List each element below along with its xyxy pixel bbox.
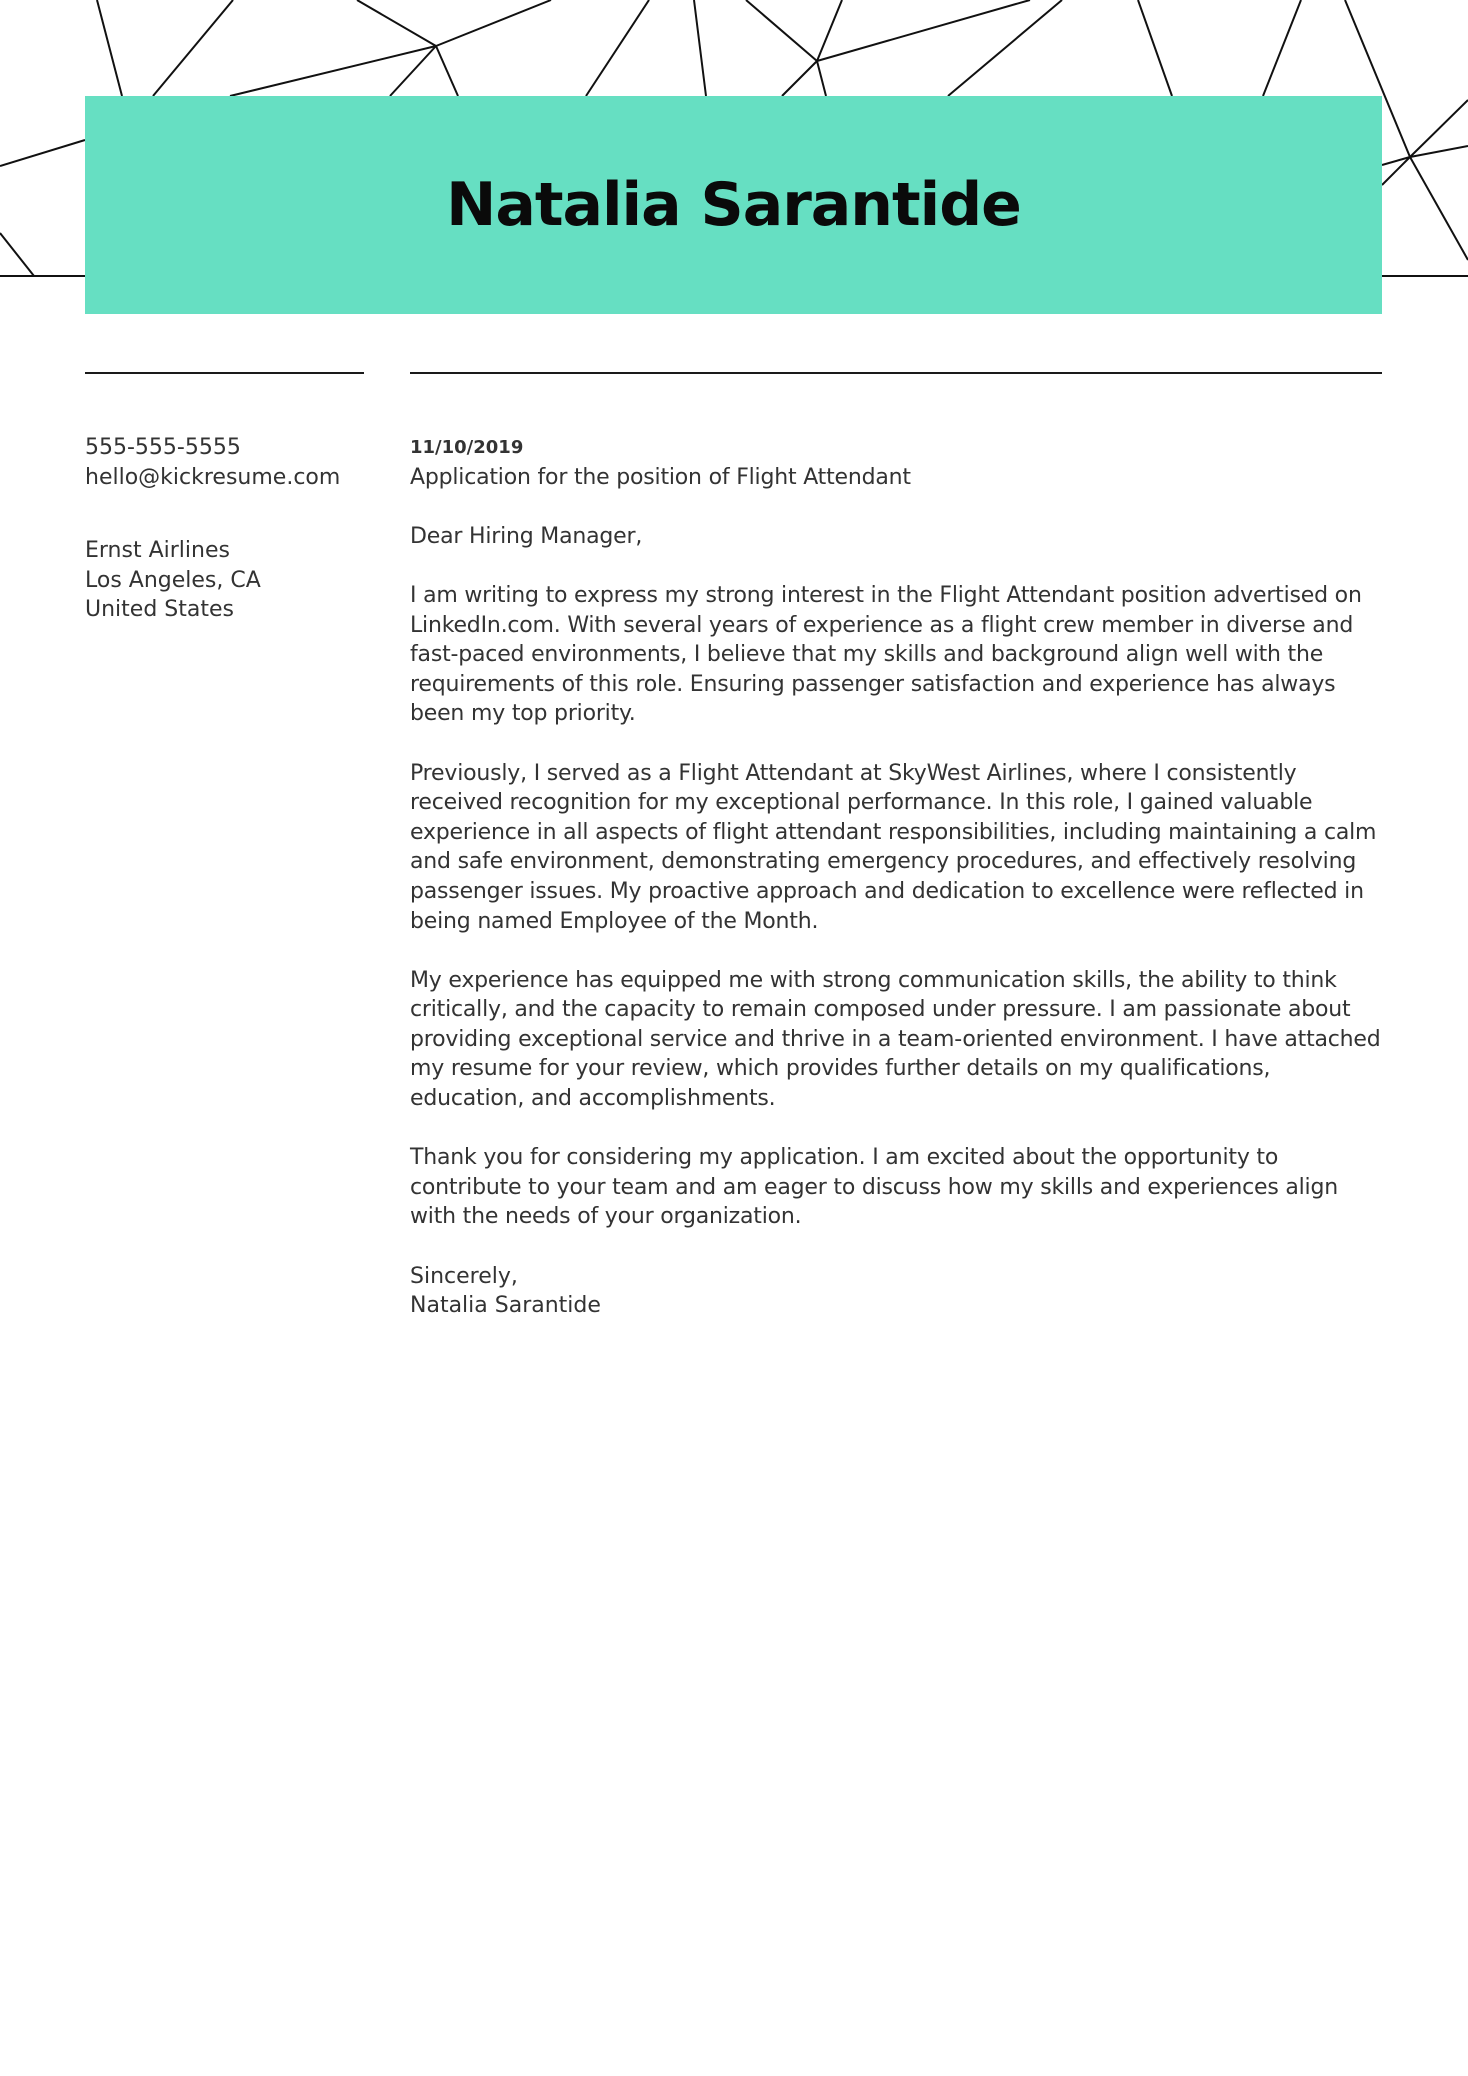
- sidebar-divider: [85, 372, 364, 374]
- letter-salutation: Dear Hiring Manager,: [410, 523, 643, 549]
- recipient-country: United States: [85, 597, 234, 622]
- phone-number: 555-555-5555: [85, 435, 241, 460]
- letter-date: 11/10/2019: [410, 437, 524, 458]
- letter-paragraph: Thank you for considering my application. I am excited about the opportunity to contribute to your team and am eager to discuss how my skills and experiences align with the needs of your organization.: [410, 1145, 1338, 1230]
- content-divider: [410, 372, 1382, 374]
- letter-closing: Sincerely,: [410, 1263, 518, 1289]
- recipient-company: Ernst Airlines: [85, 538, 230, 563]
- letter-paragraph: Previously, I served as a Flight Attendant at SkyWest Airlines, where I consistently received recognition for my exceptional performance. In this role, I gained valuable experience in all aspects of flight attendant responsibilities, including maintaining a calm and safe environment, demonstrating emergency procedures, and effectively resolving passenger issues. My proactive approach and dedication to excellence were reflected in being named Employee of the Month.: [410, 760, 1377, 934]
- sidebar: [85, 433, 385, 625]
- letter-body: [410, 433, 1382, 1321]
- recipient-city: Los Angeles, CA: [85, 567, 261, 593]
- letter-paragraph: I am writing to express my strong interest in the Flight Attendant position advertised on LinkedIn.com. With several years of experience as a flight crew member in diverse and fast-paced environments, I believe that my skills and background align well with the requirements of this role. Ensuring passenger satisfaction and experience has always been my top priority.: [410, 582, 1362, 727]
- applicant-name: Natalia Sarantide: [446, 170, 1021, 240]
- letter-subject: Application for the position of Flight Attendant: [410, 464, 911, 490]
- letter-paragraph: My experience has equipped me with strong communication skills, the ability to think critically, and the capacity to remain composed under pressure. I am passionate about providing exceptional service and thrive in a team-oriented environment. I have attached my resume for your review, which provides further details on my qualifications, education, and accomplishments.: [410, 967, 1381, 1112]
- email-address: hello@kickresume.com: [85, 464, 341, 490]
- letter-signature: Natalia Sarantide: [410, 1293, 601, 1319]
- header-band: [85, 96, 1382, 314]
